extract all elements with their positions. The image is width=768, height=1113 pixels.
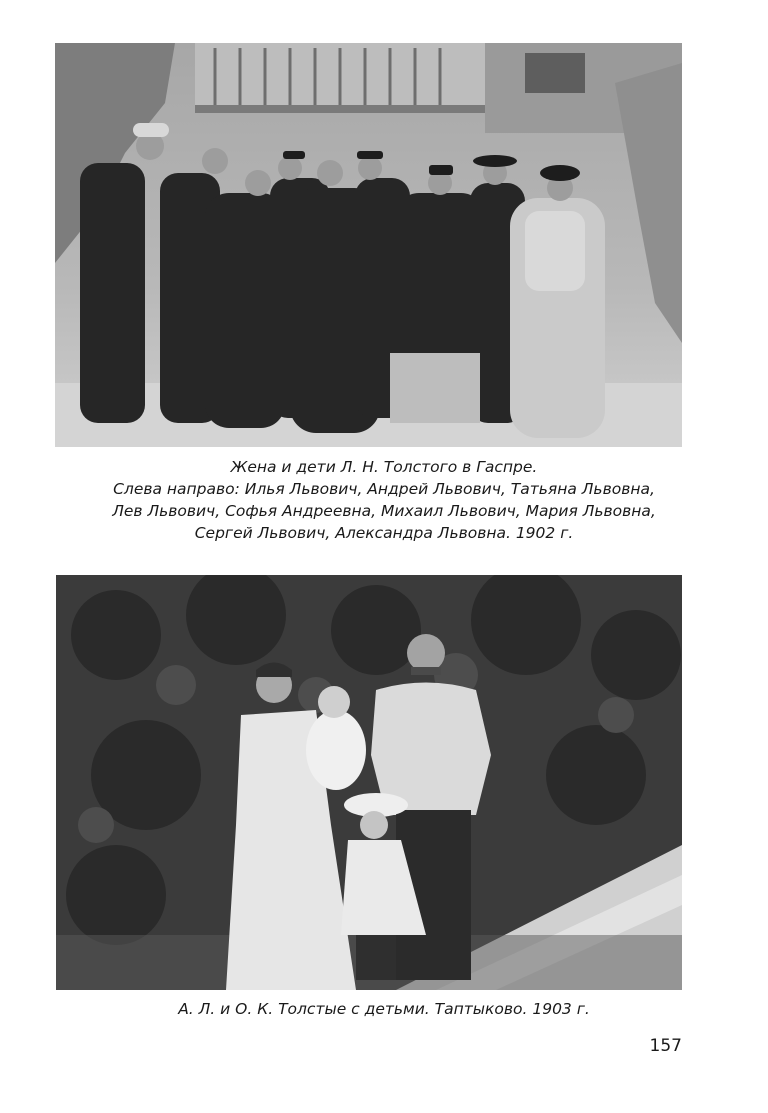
photo-family-gaspra-image: [55, 43, 682, 447]
page-number: 157: [649, 1036, 682, 1056]
photo-family-taptykovo-image: [56, 575, 682, 990]
caption-top-line: Слева направо: Илья Львович, Андрей Львович, Татьяна Львовна,: [113, 480, 655, 498]
photo-caption-bottom: [40, 998, 728, 1020]
photo-family-taptykovo: [56, 575, 682, 990]
photo-caption-top: [40, 456, 728, 544]
photo-family-gaspra: [55, 43, 682, 447]
caption-bottom-line: А. Л. и О. К. Толстые с детьми. Таптыково. 1903 г.: [178, 1000, 590, 1018]
caption-top-line: Лев Львович, Софья Андреевна, Михаил Львович, Мария Львовна,: [112, 502, 656, 520]
caption-top-line: Жена и дети Л. Н. Толстого в Гаспре.: [230, 458, 538, 476]
caption-top-line: Сергей Львович, Александра Львовна. 1902 г.: [194, 524, 574, 542]
